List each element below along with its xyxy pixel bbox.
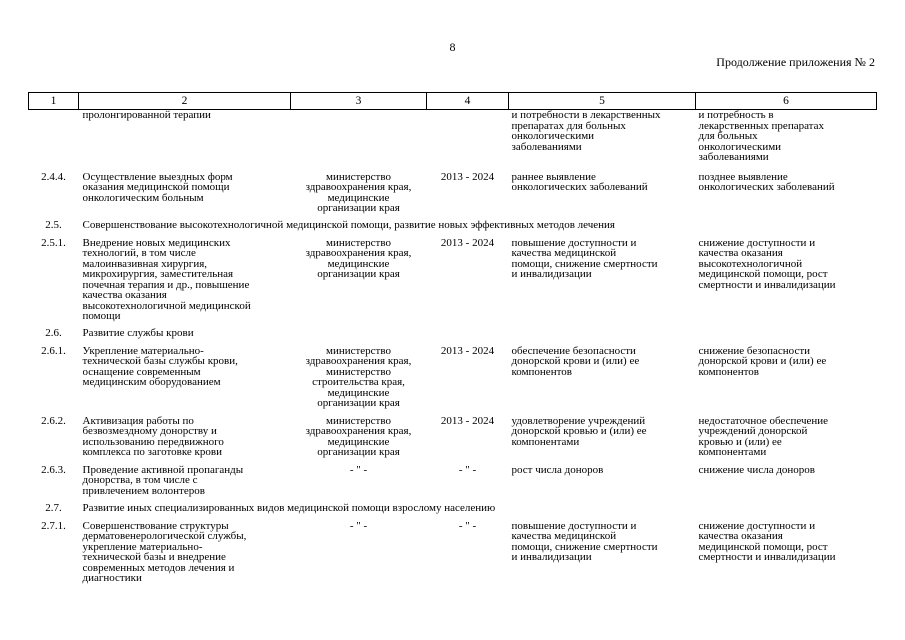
period: 2013 - 2024 [440, 236, 495, 249]
measures-table [28, 92, 877, 591]
section-row [29, 503, 877, 521]
section-row [29, 220, 877, 238]
consequences: и потребность в лекарственных препаратах для больных онкологическими заболеваниями [698, 109, 825, 163]
table-row [29, 172, 877, 220]
consequences: снижение безопасности донорской крови и (или) ее компонентов [698, 344, 827, 378]
consequences: снижение доступности и качества оказания медицинской помощи, рост смертности и инвалидизации [698, 519, 836, 563]
row-number: 2.6.1. [41, 344, 66, 357]
table-row [29, 238, 877, 328]
consequences: снижение доступности и качества оказания высокотехнологичной медицинской помощи, рост смертности и инвалидизации [698, 236, 836, 291]
expected-result: и потребности в лекарственных препаратах для больных онкологическими заболеваниями [511, 109, 661, 153]
header-col-3: 3 [291, 93, 427, 110]
period: 2013 - 2024 [440, 414, 495, 427]
consequences: позднее выявление онкологических заболеваний [698, 170, 835, 193]
section-number: 2.5. [45, 218, 62, 231]
measure-name: Проведение активной пропаганды донорства, в том числе с привлечением волонтеров [82, 463, 244, 497]
executor: министерство здравоохранения края, медицинские организации края [305, 236, 412, 280]
section-number: 2.6. [45, 326, 62, 339]
header-col-4: 4 [427, 93, 509, 110]
section-title: Развитие иных специализированных видов медицинской помощи взрослому населению [82, 501, 496, 514]
continuation-label: Продолжение приложения № 2 [716, 55, 875, 69]
table-row [29, 521, 877, 591]
expected-result: повышение доступности и качества медицинской помощи, снижение смертности и инвалидизации [511, 236, 658, 280]
expected-result: раннее выявление онкологических заболеваний [511, 170, 648, 193]
expected-result: рост числа доноров [511, 463, 604, 476]
header-col-1: 1 [29, 93, 79, 110]
measure-name: Внедрение новых медицинских технологий, в том числе малоинвазивная хирургия, микрохирургия, заместительная почечная терапия и др., повышение качества оказания высокотехнологичной медицинской помощи [82, 236, 251, 322]
section-title: Развитие службы крови [82, 326, 194, 339]
page-number: 8 [449, 40, 456, 54]
row-number: 2.6.2. [41, 414, 66, 427]
header-col-5: 5 [509, 93, 696, 110]
row-number [29, 110, 79, 172]
table-row [29, 465, 877, 503]
row-number: 2.5.1. [41, 236, 66, 249]
table-row [29, 416, 877, 465]
executor: - " - [349, 519, 368, 532]
table-header-row [29, 93, 877, 110]
measure-name: Активизация работы по безвозмездному донорству и использованию передвижного комплекса по заготовке крови [82, 414, 224, 458]
period [427, 110, 509, 172]
header-col-2: 2 [79, 93, 291, 110]
period: 2013 - 2024 [440, 170, 495, 183]
executor [291, 110, 427, 172]
expected-result: удовлетворение учреждений донорской кровью и (или) ее компонентами [511, 414, 647, 448]
measure-name: Осуществление выездных форм оказания медицинской помощи онкологическим больным [82, 170, 233, 204]
executor: министерство здравоохранения края, медицинские организации края [305, 170, 412, 214]
measure-name: Укрепление материально- технической базы службы крови, оснащение современным медицинским оборудованием [82, 344, 238, 388]
expected-result: повышение доступности и качества медицинской помощи, снижение смертности и инвалидизации [511, 519, 658, 563]
executor: - " - [349, 463, 368, 476]
row-number: 2.6.3. [41, 463, 66, 476]
executor: министерство здравоохранения края, министерство строительства края, медицинские организации края [305, 344, 412, 409]
section-number: 2.7. [45, 501, 62, 514]
section-row [29, 328, 877, 346]
period: - " - [458, 463, 477, 476]
table-row [29, 346, 877, 416]
measure-name: пролонгированной терапии [82, 109, 211, 121]
expected-result: обеспечение безопасности донорской крови и (или) ее компонентов [511, 344, 640, 378]
consequences: снижение числа доноров [698, 463, 815, 476]
header-col-6: 6 [696, 93, 877, 110]
measure-name: Совершенствование структуры дерматовенерологической службы, укрепление материально- технической базы и внедрение современных методов лечения и диагностики [82, 519, 247, 584]
section-title: Совершенствование высокотехнологичной медицинской помощи, развитие новых эффективных методов лечения [82, 218, 615, 231]
row-number: 2.7.1. [41, 519, 66, 532]
period: 2013 - 2024 [440, 344, 495, 357]
executor: министерство здравоохранения края, медицинские организации края [305, 414, 412, 458]
consequences: недостаточное обеспечение учреждений донорской кровью и (или) ее компонентами [698, 414, 829, 458]
row-number: 2.4.4. [41, 170, 66, 183]
table-row [29, 110, 877, 172]
period: - " - [458, 519, 477, 532]
